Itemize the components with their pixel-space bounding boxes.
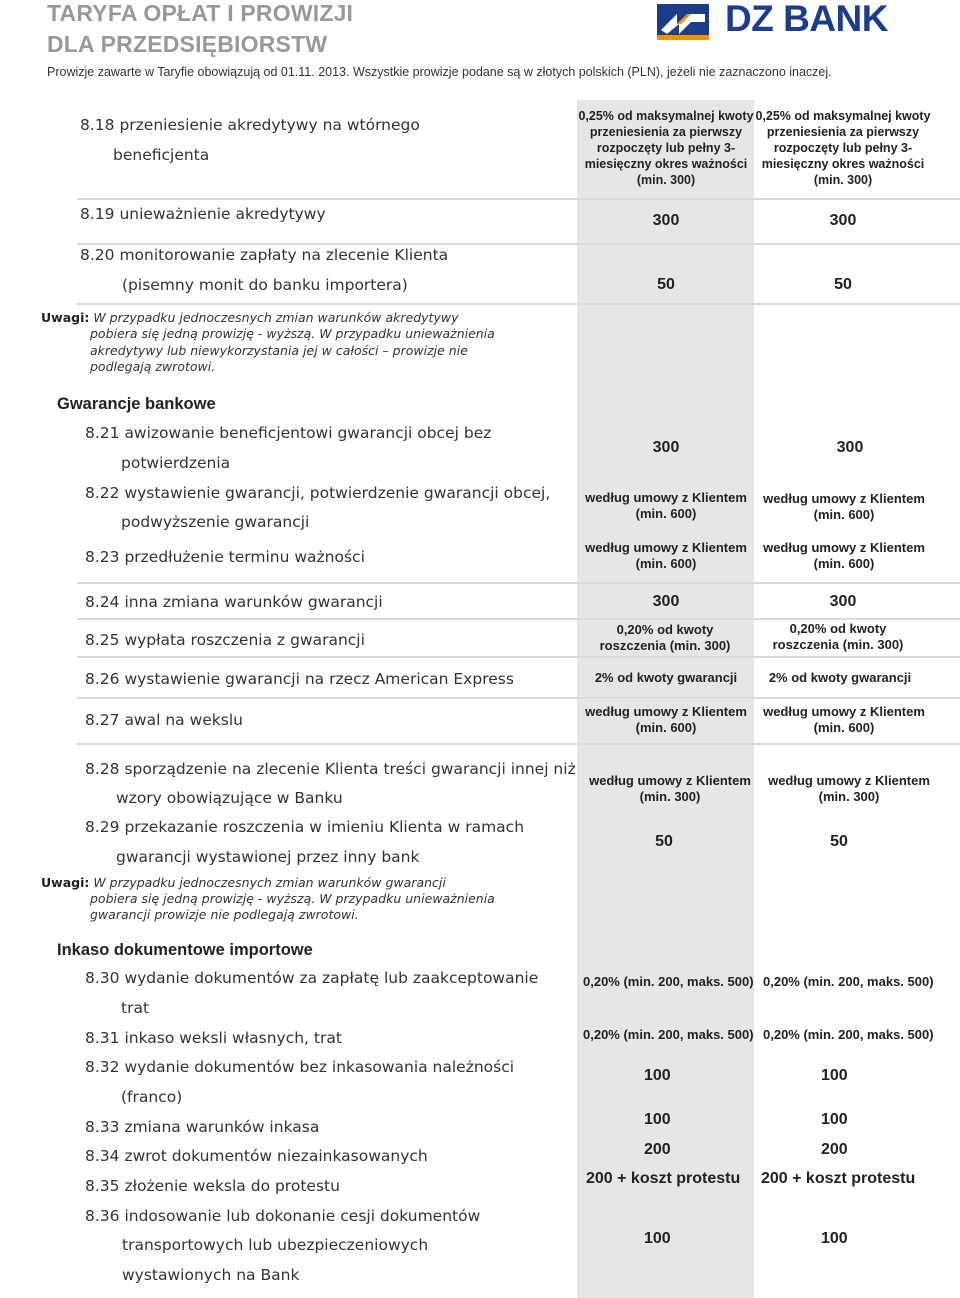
row-835-label: 8.35 złożenie weksla do protestu (85, 1177, 340, 1195)
row-829-label: 8.29 przekazanie roszczenia w imieniu Klienta w ramach (85, 818, 525, 836)
row-819-value-2: 300 (829, 212, 857, 229)
row-832-value-2: 100 (821, 1067, 848, 1084)
row-836-label: 8.36 indosowanie lub dokonanie cesji dokumentów (85, 1207, 481, 1225)
note-line: podlegają zwrotowi. (90, 359, 216, 374)
row-830-label: 8.30 wydanie dokumentów za zapłatę lub zaakceptowanie (85, 969, 539, 987)
page-title-line2: DLA PRZEDSIĘBIORSTW (47, 31, 328, 57)
note-line: pobiera się jedną prowizję - wyższą. W przypadku unieważnienia (90, 326, 495, 341)
row-825-value-1: 0,20% od kwoty roszczenia (min. 300) (599, 622, 731, 653)
row-829-value-2: 50 (830, 833, 848, 850)
row-819-value-1: 300 (652, 212, 680, 229)
note-gwarancje (41, 875, 446, 892)
row-824-label: 8.24 inna zmiana warunków gwarancji (85, 593, 383, 611)
row-831-label: 8.31 inkaso weksli własnych, trat (85, 1029, 342, 1047)
row-826-value-2: 2% od kwoty gwarancji (768, 670, 912, 685)
row-821-label-cont: potwierdzenia (121, 454, 231, 472)
note-line: W przypadku jednoczesnych zmian warunków akredytywy (89, 310, 459, 325)
row-823-label: 8.23 przedłużenie terminu ważności (85, 548, 365, 566)
row-832-label-cont: (franco) (121, 1088, 183, 1106)
row-822-label-cont: podwyższenie gwarancji (121, 513, 310, 531)
row-830-label-cont: trat (121, 999, 150, 1017)
row-820-value-1: 50 (657, 276, 675, 293)
note-prefix: Uwagi: (41, 875, 90, 890)
row-828-value-2: według umowy z Klientem (min. 300) (768, 773, 930, 804)
row-827-value-1: według umowy z Klientem (min. 600) (585, 704, 747, 735)
page-subtitle: Prowizje zawarte w Taryfie obowiązują od 01.11. 2013. Wszystkie prowizje podane są w złotych polskich (PLN), jeżeli nie zaznaczono inaczej. (47, 65, 832, 79)
row-835-value-1: 200 + koszt protestu (586, 1170, 741, 1187)
row-836-value-2: 100 (821, 1230, 848, 1247)
row-823-value-2: według umowy z Klientem (min. 600) (763, 540, 925, 571)
note-line: akredytywy lub niewykorzystania jej w całości – prowizje nie (90, 343, 468, 358)
note-line: gwarancji prowizje nie podlegają zwrotowi. (90, 907, 359, 922)
row-834-value-1: 200 (644, 1141, 671, 1158)
note-akredytywa (41, 310, 458, 327)
row-832-label: 8.32 wydanie dokumentów bez inkasowania należności (85, 1058, 515, 1076)
row-818-value-2: 0,25% od maksymalnej kwoty przeniesienia za pierwszy rozpoczęty lub pełny 3-miesięczny okres ważności (min. 300) (755, 109, 931, 187)
row-824-value-2: 300 (829, 593, 857, 610)
dz-bank-logo (657, 2, 917, 42)
row-829-label-cont: gwarancji wystawionej przez inny bank (116, 848, 420, 866)
row-833-label: 8.33 zmiana warunków inkasa (85, 1118, 320, 1136)
row-836-label-cont: transportowych lub ubezpieczeniowych (122, 1236, 429, 1254)
section-heading-inkaso: Inkaso dokumentowe importowe (57, 941, 313, 959)
row-divider (77, 697, 960, 699)
row-divider (77, 743, 960, 745)
row-835-value-2: 200 + koszt protestu (761, 1170, 916, 1187)
page-title-line1: TARYFA OPŁAT I PROWIZJI (47, 0, 354, 26)
dz-bank-logo-text: DZ BANK (725, 0, 888, 39)
row-divider (77, 618, 960, 620)
row-828-label: 8.28 sporządzenie na zlecenie Klienta treści gwarancji innej niż (85, 760, 576, 778)
row-827-label: 8.27 awal na wekslu (85, 711, 243, 729)
row-820-label-cont: (pisemny monit do banku importera) (122, 276, 408, 294)
row-divider (77, 198, 960, 200)
note-line: W przypadku jednoczesnych zmian warunków gwarancji (89, 875, 446, 890)
row-819-label: 8.19 unieważnienie akredytywy (80, 205, 326, 223)
row-divider (77, 656, 960, 658)
row-834-label: 8.34 zwrot dokumentów niezainkasowanych (85, 1147, 428, 1165)
row-826-label: 8.26 wystawienie gwarancji na rzecz American Express (85, 670, 514, 688)
row-818-label-cont: beneficjenta (113, 146, 210, 164)
note-prefix: Uwagi: (41, 310, 90, 325)
dz-bank-logo-mark-icon (657, 4, 709, 40)
row-829-value-1: 50 (655, 833, 673, 850)
row-divider (77, 582, 960, 584)
row-822-label: 8.22 wystawienie gwarancji, potwierdzenie gwarancji obcej, (85, 484, 551, 502)
row-821-label: 8.21 awizowanie beneficjentowi gwarancji obcej bez (85, 424, 492, 442)
row-828-value-1: według umowy z Klientem (min. 300) (589, 773, 751, 804)
row-822-value-2: według umowy z Klientem (min. 600) (763, 491, 925, 522)
row-821-value-1: 300 (652, 439, 680, 456)
row-823-value-1: według umowy z Klientem (min. 600) (585, 540, 747, 571)
row-836-label-cont: wystawionych na Bank (122, 1266, 300, 1284)
row-821-value-2: 300 (836, 439, 864, 456)
row-divider (77, 303, 960, 305)
row-825-label: 8.25 wypłata roszczenia z gwarancji (85, 631, 365, 649)
row-831-value-2: 0,20% (min. 200, maks. 500) (763, 1027, 934, 1042)
row-divider (77, 243, 960, 245)
row-828-label-cont: wzory obowiązujące w Banku (116, 789, 343, 807)
row-818-label: 8.18 przeniesienie akredytywy na wtórnego (80, 116, 420, 134)
row-824-value-1: 300 (652, 593, 680, 610)
row-822-value-1: według umowy z Klientem (min. 600) (585, 490, 747, 521)
row-834-value-2: 200 (821, 1141, 848, 1158)
section-heading-gwarancje: Gwarancje bankowe (57, 395, 216, 413)
row-830-value-1: 0,20% (min. 200, maks. 500) (583, 974, 754, 989)
row-831-value-1: 0,20% (min. 200, maks. 500) (583, 1027, 754, 1042)
note-line: pobiera się jedną prowizję - wyższą. W przypadku unieważnienia (90, 891, 495, 906)
row-836-value-1: 100 (644, 1230, 671, 1247)
row-833-value-1: 100 (644, 1111, 671, 1128)
row-832-value-1: 100 (644, 1067, 671, 1084)
row-827-value-2: według umowy z Klientem (min. 600) (763, 704, 925, 735)
row-830-value-2: 0,20% (min. 200, maks. 500) (763, 974, 934, 989)
row-825-value-2: 0,20% od kwoty roszczenia (min. 300) (772, 621, 904, 652)
row-818-value-1: 0,25% od maksymalnej kwoty przeniesienia za pierwszy rozpoczęty lub pełny 3-miesięczny okres ważności (min. 300) (578, 109, 754, 187)
row-820-value-2: 50 (834, 276, 852, 293)
row-833-value-2: 100 (821, 1111, 848, 1128)
row-820-label: 8.20 monitorowanie zapłaty na zlecenie Klienta (80, 246, 449, 264)
row-826-value-1: 2% od kwoty gwarancji (594, 670, 738, 685)
